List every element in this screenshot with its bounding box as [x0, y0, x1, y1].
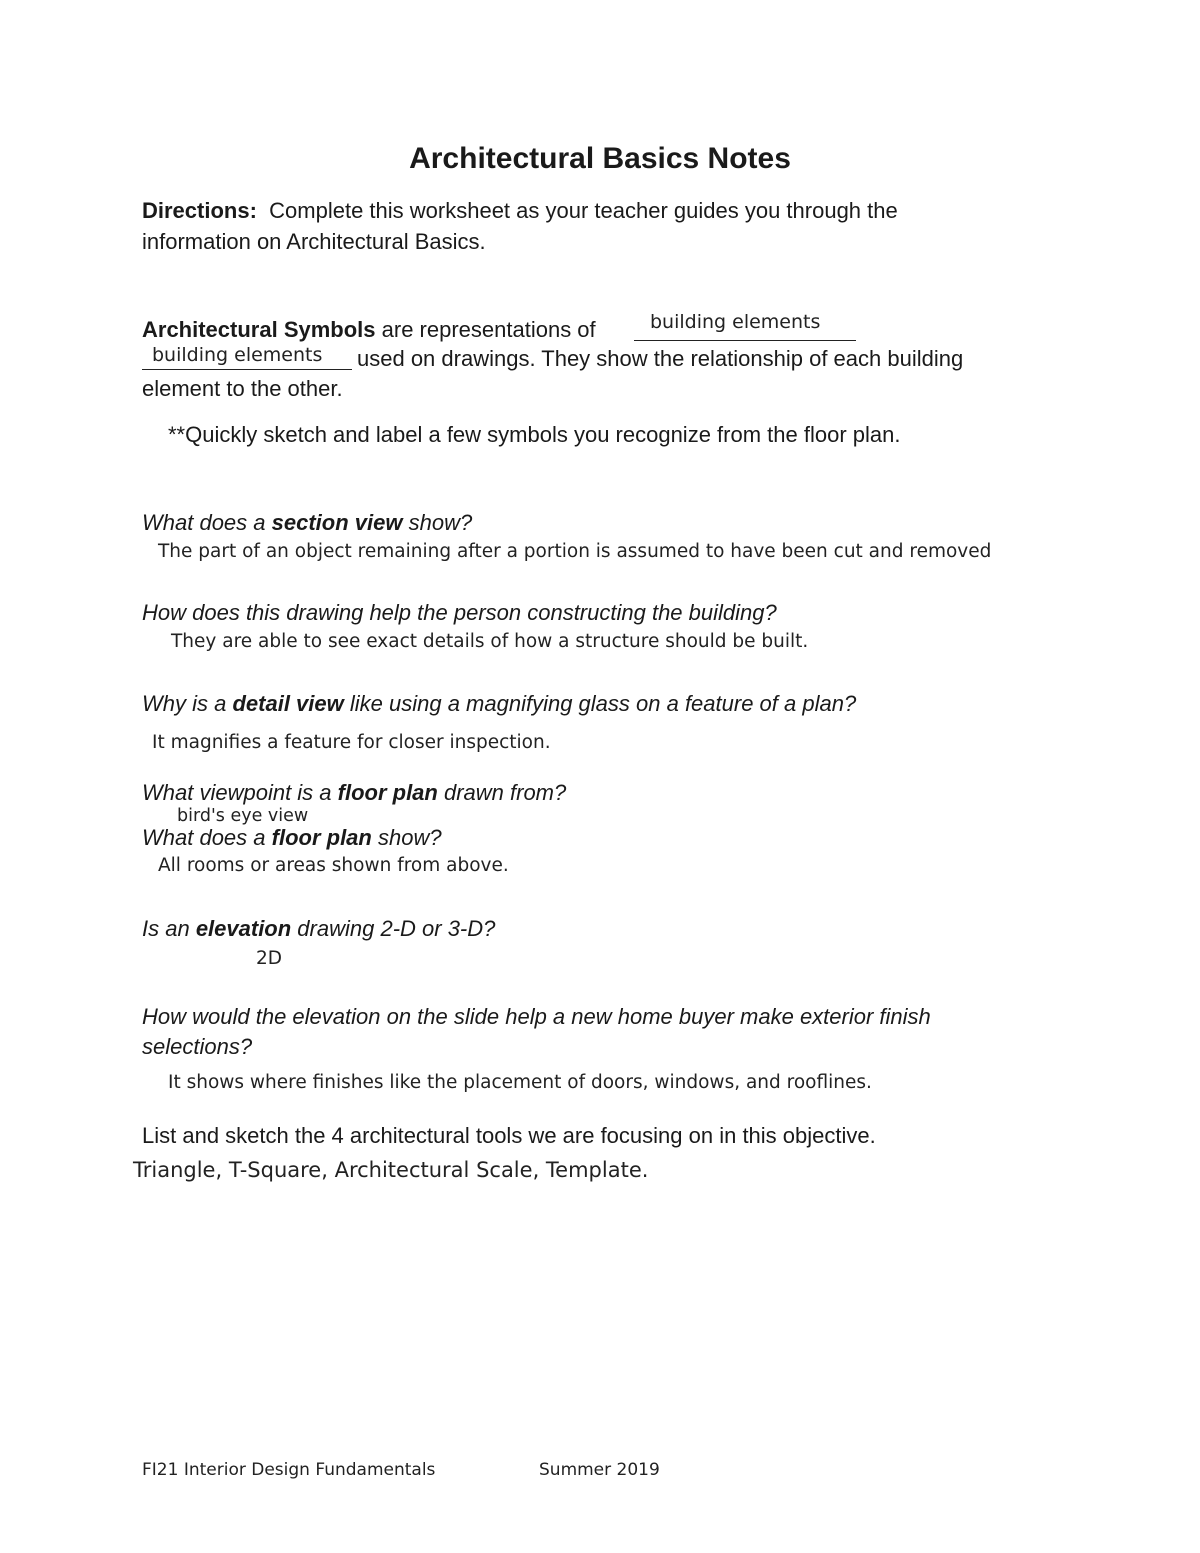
- q5-post: show?: [371, 825, 442, 850]
- question-floor-plan-show: [142, 825, 442, 851]
- answer-elevation-dimension[interactable]: 2D: [256, 948, 283, 969]
- footer-term: Summer 2019: [539, 1460, 660, 1480]
- question-drawing-help: How does this drawing help the person constructing the building?: [142, 600, 777, 625]
- q4-post: drawn from?: [437, 780, 567, 805]
- answer-floor-plan-viewpoint[interactable]: bird's eye view: [177, 806, 309, 826]
- q3-post: like using a magnifying glass on a feature of a plan?: [343, 691, 857, 716]
- tools-answer[interactable]: Triangle, T-Square, Architectural Scale, Template.: [133, 1158, 649, 1182]
- q4-pre: What viewpoint is a: [142, 780, 338, 805]
- answer-elevation-finishes[interactable]: It shows where finishes like the placement of doors, windows, and rooflines.: [168, 1072, 872, 1093]
- directions-line-1: [142, 198, 898, 224]
- q1-post: show?: [402, 510, 473, 535]
- symbols-text-3: element to the other.: [142, 376, 343, 401]
- q4-bold: floor plan: [337, 780, 438, 805]
- question-floor-plan-viewpoint: [142, 780, 566, 806]
- symbols-label: Architectural Symbols: [142, 317, 376, 342]
- answer-floor-plan-show[interactable]: All rooms or areas shown from above.: [158, 855, 509, 876]
- question-elevation-finishes-2: selections?: [142, 1034, 253, 1059]
- q5-bold: floor plan: [271, 825, 372, 850]
- symbols-answer-2[interactable]: building elements: [152, 344, 323, 366]
- answer-section-view[interactable]: The part of an object remaining after a portion is assumed to have been cut and removed: [158, 541, 992, 562]
- symbols-line-1: [142, 317, 596, 343]
- directions-text-1: Complete this worksheet as your teacher guides you through the: [269, 198, 898, 223]
- q6-post: drawing 2-D or 3-D?: [291, 916, 496, 941]
- answer-drawing-help[interactable]: They are able to see exact details of how a structure should be built.: [171, 631, 809, 652]
- blank-line-2: [142, 369, 352, 370]
- directions-text-2: information on Architectural Basics.: [142, 229, 486, 254]
- q5-pre: What does a: [142, 825, 272, 850]
- page-title: Architectural Basics Notes: [409, 142, 791, 175]
- question-section-view: [142, 510, 472, 536]
- q3-bold: detail view: [232, 691, 344, 716]
- question-elevation-finishes-1: How would the elevation on the slide help a new home buyer make exterior finish: [142, 1004, 931, 1029]
- symbols-answer-1[interactable]: building elements: [650, 311, 821, 333]
- q6-pre: Is an: [142, 916, 196, 941]
- symbols-text-1: are representations of: [381, 317, 596, 342]
- sketch-prompt: **Quickly sketch and label a few symbols you recognize from the floor plan.: [168, 422, 901, 447]
- footer-course: FI21 Interior Design Fundamentals: [142, 1460, 436, 1480]
- blank-line-1: [634, 340, 856, 341]
- directions-label: Directions:: [142, 198, 257, 223]
- q1-bold: section view: [271, 510, 403, 535]
- q6-bold: elevation: [195, 916, 292, 941]
- symbols-text-2: used on drawings. They show the relationship of each building: [357, 346, 964, 371]
- answer-detail-view[interactable]: It magnifies a feature for closer inspection.: [152, 732, 551, 753]
- q1-pre: What does a: [142, 510, 272, 535]
- question-elevation-dimension: [142, 916, 495, 942]
- question-detail-view: [142, 691, 856, 717]
- tools-prompt: List and sketch the 4 architectural tools we are focusing on in this objective.: [142, 1123, 876, 1148]
- q3-pre: Why is a: [142, 691, 233, 716]
